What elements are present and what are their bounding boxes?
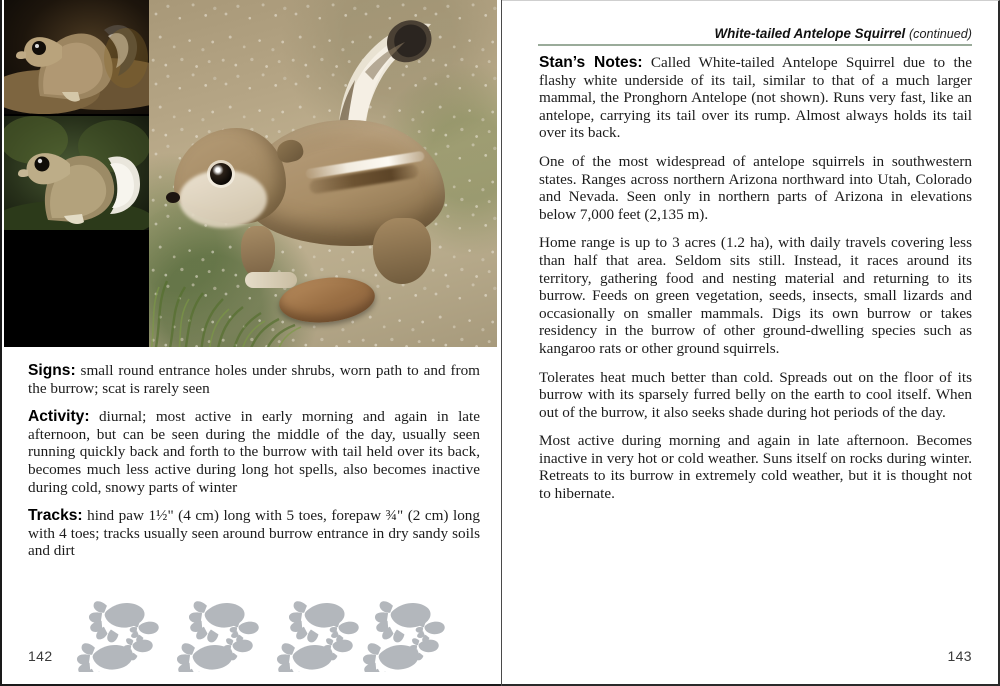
squirrel-hind-leg [373,218,431,284]
header-rule [538,44,972,46]
right-page-body [539,54,972,514]
paragraph-range: One of the most widespread of antelope squirrels in southwestern states. Ranges across northern Arizona northward into Utah, Colorado and Nevada. Seen only in northern parts of Arizona in elevations below 7,000 feet (2,135 m). [539,152,972,223]
main-squirrel-photo [149,0,497,347]
photo-block [4,0,497,347]
squirrel-foot [245,272,297,288]
tracks-label: Tracks: [28,507,83,525]
signs-text: small round entrance holes under shrubs, worn path to and from the burrow; scat is rarely seen [28,362,480,397]
running-header-continued: (continued) [908,27,972,41]
paragraph-heat-tolerance: Tolerates heat much better than cold. Spreads out on the floor of its burrow with its sparsely furred belly on the earth to cool itself. When out of the burrow, it also seeks shade during hot periods of the day. [539,368,972,421]
signs-label: Signs: [28,362,76,379]
squirrel-front-leg [241,226,275,278]
paragraph-activity-period: Most active during morning and again in late afternoon. Becomes inactive in very hot or cold weather. Suns itself on rocks during winter. Retreats to its burrow in extremely cold weather, but it is thought not to hibernate. [539,432,972,503]
stans-notes-text: Called White-tailed Antelope Squirrel due to the flashy white underside of its tail, similar to that of a much larger mammal, the Pronghorn Antelope (not shown). Runs very fast, like an antelope, carrying its tail over its rump. Almost always holds its tail over its back. [539,54,972,142]
page-number-right: 143 [947,648,972,664]
running-header [538,26,972,41]
section-tracks [28,507,480,560]
paw-track-illustration [62,592,462,672]
section-signs [28,362,480,397]
activity-label: Activity: [28,408,90,426]
activity-text: diurnal; most active in early morning and again in late afternoon, but can be seen during the middle of the day, usually seen running quickly back and forth to the burrow with tail held over its back, becomes much less active during long hot spells, also becomes inactive during cold, snowy parts of winter [28,408,480,496]
running-header-species: White-tailed Antelope Squirrel [714,26,906,41]
left-page-body [28,362,480,571]
section-stans-notes [539,54,972,142]
section-activity [28,408,480,496]
page-number-left: 142 [28,648,53,664]
inset-photo-top [4,0,149,114]
tracks-text: hind paw 1½" (4 cm) long with 5 toes, forepaw ¾" (2 cm) long with 4 toes; tracks usually seen around burrow entrance in dry sandy soils and dirt [28,507,480,560]
squirrel-eye [210,163,232,185]
stans-notes-label: Stan’s Notes: [539,54,643,71]
inset-photo-bottom [4,116,149,230]
squirrel-nose [166,192,180,203]
paragraph-home-range: Home range is up to 3 acres (1.2 ha), with daily travels covering less than half that area. Seldom sits still. Instead, it races around its territory, gathering food and nesting material and returning to its burrow. Feeds on green vegetation, seeds, insects, small lizards and occasionally on smaller mammals. Digs its own burrow or takes residency in the burrow of other ground-dwelling species such as kangaroo rats or other ground squirrels. [539,234,972,357]
